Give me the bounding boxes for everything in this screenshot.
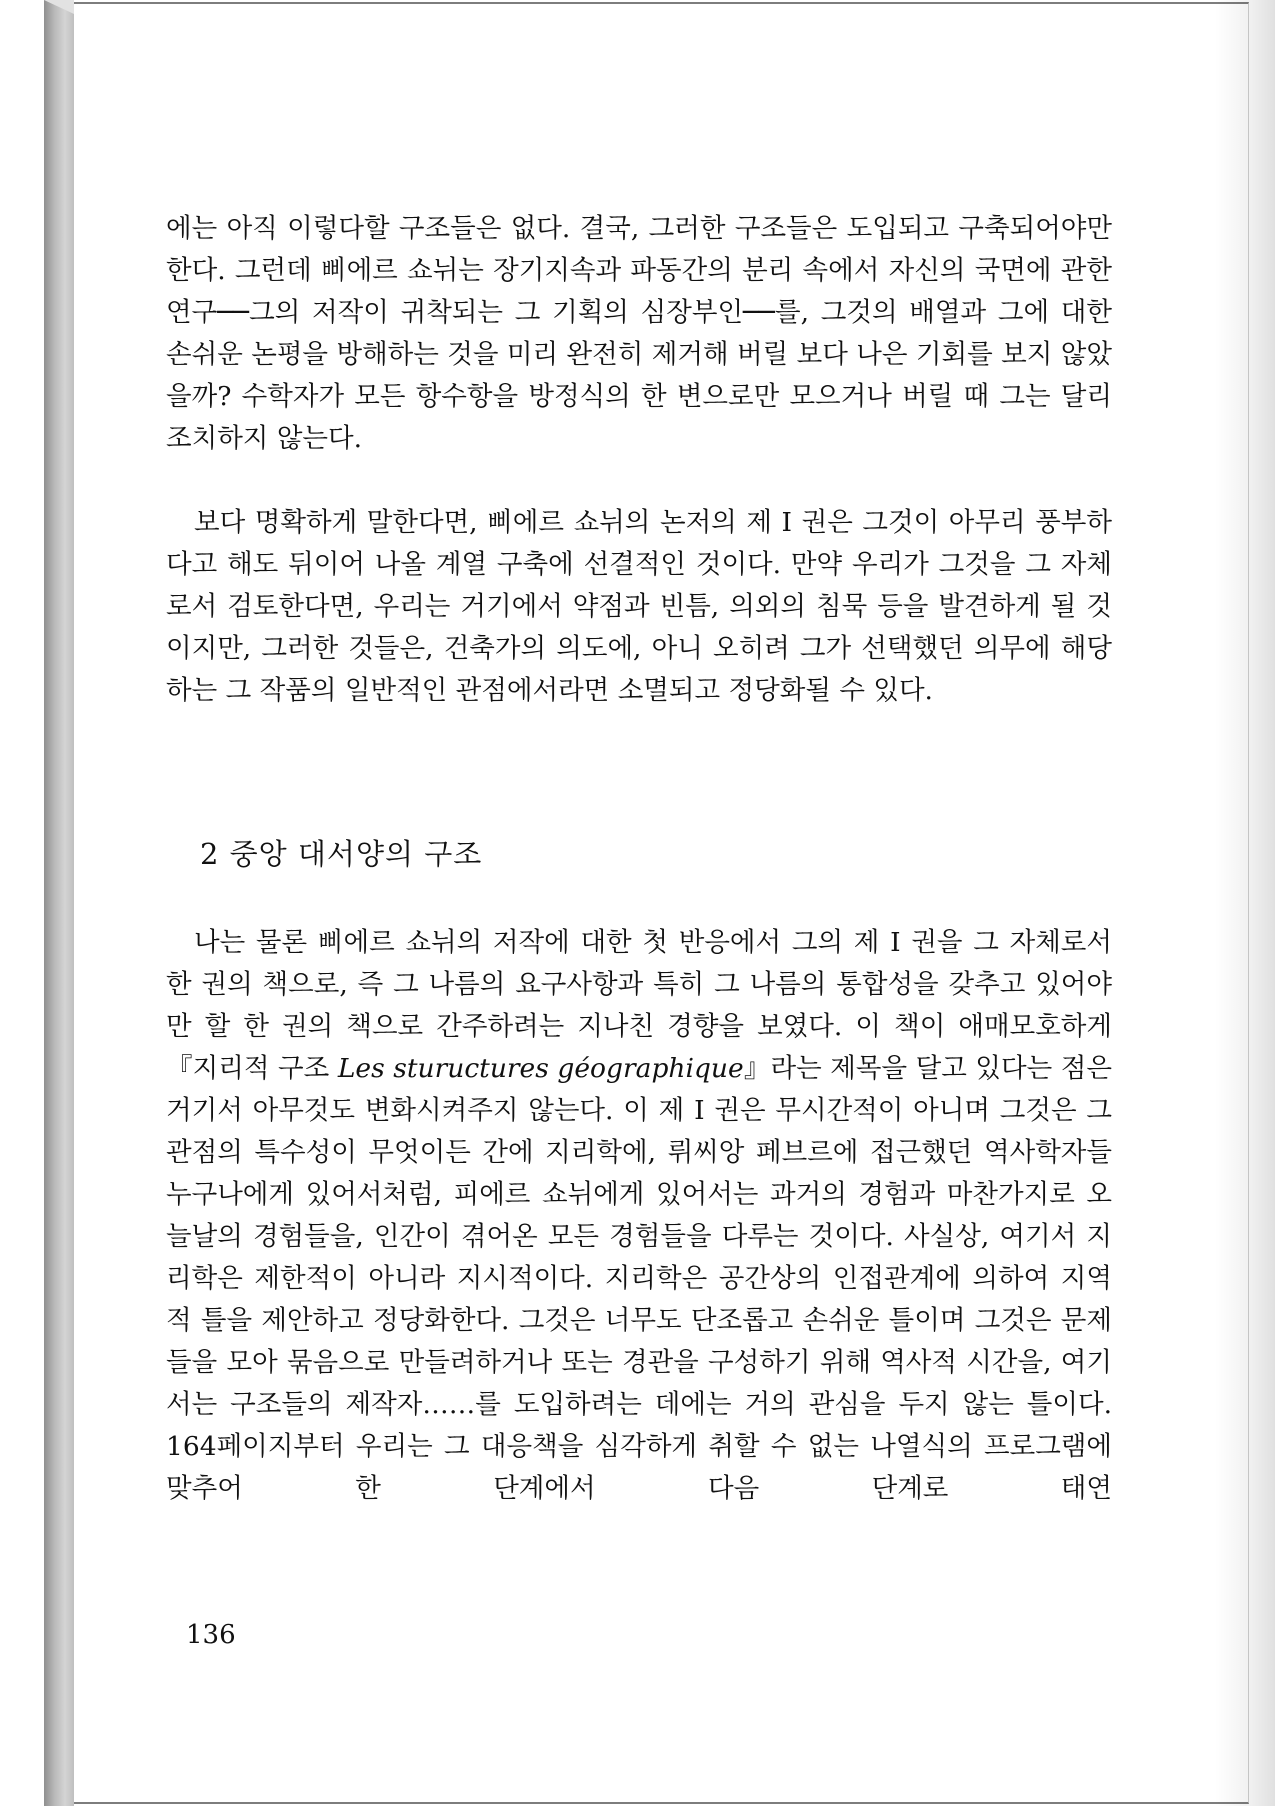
book-spine-top (44, 0, 74, 14)
paragraph-2-text: 보다 명확하게 말한다면, 삐에르 쇼뉘의 논저의 제 I 권은 그것이 아무리 풍부하다고 해도 뒤이어 나올 계열 구축에 선결적인 것이다. 만약 우리가 그것을 그 자체로서 검토한다면, 우리는 거기에서 약점과 빈틈, 의외의 침묵 등을 발견하게 될 것이지만, 그러한 것들은, 건축가의 의도에, 아니 오히려 그가 선택했던 의무에 해당하는 그 작품의 일반적인 관점에서라면 소멸되고 정당화될 수 있다. (166, 507, 1112, 706)
paragraph-3-text (166, 922, 1112, 1510)
book-spine (44, 0, 74, 1806)
section-heading: 2 중앙 대서양의 구조 (200, 837, 483, 871)
paragraph-1-text: 에는 아직 이렇다할 구조들은 없다. 결국, 그러한 구조들은 도입되고 구축되어야만 한다. 그런데 삐에르 쇼뉘는 장기지속과 파동간의 분리 속에서 자신의 국면에 관한 연구──그의 저작이 귀착되는 그 기획의 심장부인──를, 그것의 배열과 그에 대한 손쉬운 논평을 방해하는 것을 미리 완전히 제거해 버릴 보다 나은 기회를 보지 않았을까? 수학자가 모든 항수항을 방정식의 한 변으로만 모으거나 버릴 때 그는 달리 조치하지 않는다. (166, 213, 1112, 454)
paragraph-3-text-after-title: 』라는 제목을 달고 있다는 점은 거기서 아무것도 변화시켜주지 않는다. 이 제 I 권은 무시간적이 아니며 그것은 그 관점의 특수성이 무엇이든 간에 지리학에, 뤼씨앙 페브르에 접근했던 역사학자들 누구나에게 있어서처럼, 피에르 쇼뉘에게 있어서는 과거의 경험과 마찬가지로 오늘날의 경험들을, 인간이 겪어온 모든 경험들을 다루는 것이다. 사실상, 여기서 지리학은 제한적이 아니라 지시적이다. 지리학은 공간상의 인접관계에 의하여 지역적 틀을 제안하고 정당화한다. 그것은 너무도 단조롭고 손쉬운 틀이며 그것은 문제들을 모아 묶음으로 만들려하거나 또는 경관을 구성하기 위해 역사적 시간을, 여기서는 구조들의 제작자……를 도입하려는 데에는 거의 관심을 두지 않는 틀이다. 164페이지부터 우리는 그 대응책을 심각하게 취할 수 없는 나열식의 프로그램에 맞추어 한 단계에서 다음 단계로 태연 (166, 1053, 1112, 1504)
page-number: 136 (186, 1620, 236, 1650)
paragraph-3-text-before-title: 나는 물론 삐에르 쇼뉘의 저작에 대한 첫 반응에서 그의 제 I 권을 그 자체로서 한 권의 책으로, 즉 그 나름의 요구사항과 특히 그 나름의 통합성을 갖추고 있어야만 할 한 권의 책으로 간주하려는 지나친 경향을 보였다. 이 책이 애매모호하게 『지리적 구조 (166, 927, 1112, 1084)
page-edge-shadow (1215, 0, 1275, 1806)
paragraph-2 (166, 502, 1112, 712)
paragraph-1 (166, 208, 1112, 460)
paragraph-3-italic-title: Les stuructures géographique (337, 1053, 744, 1084)
paragraph-3 (166, 922, 1112, 1510)
